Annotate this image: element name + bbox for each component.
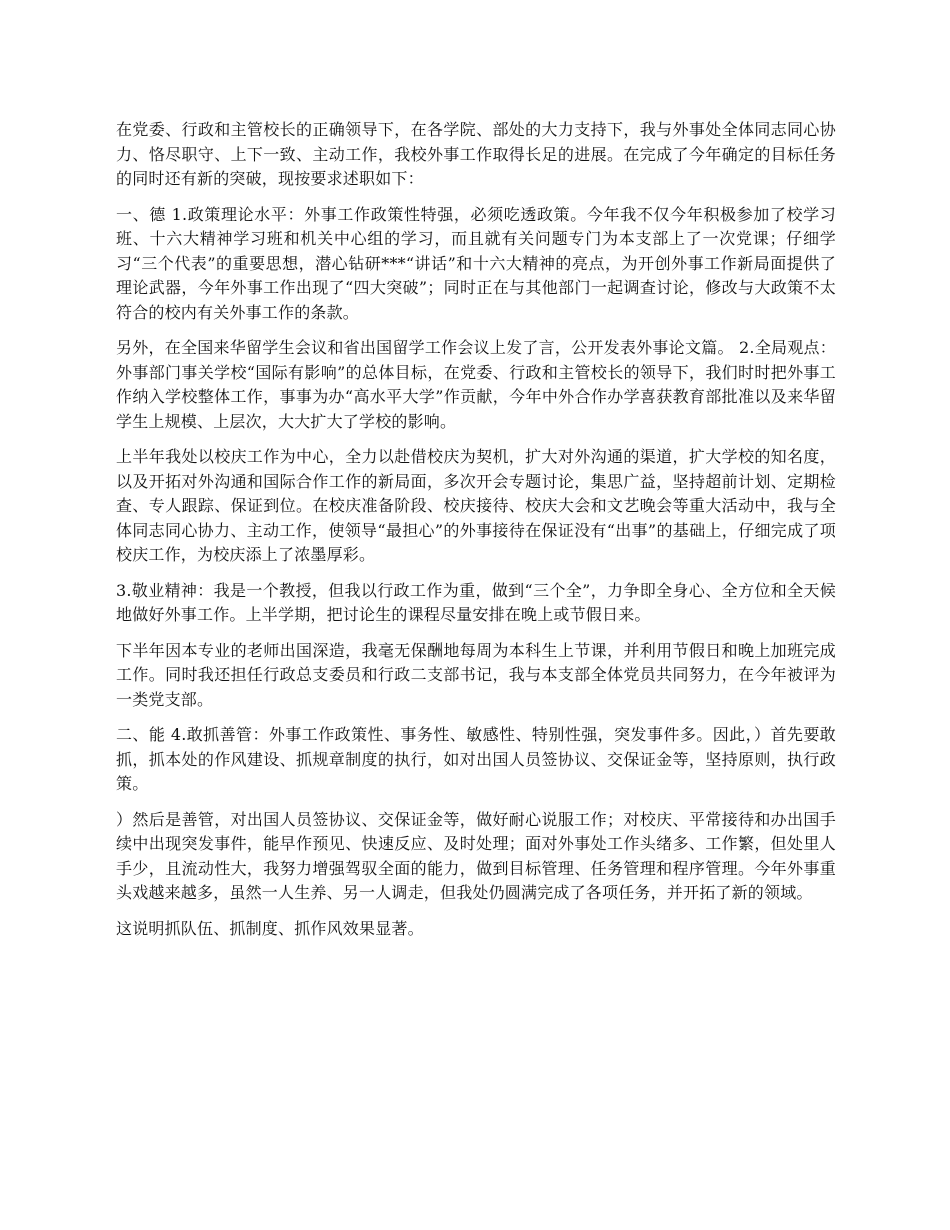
paragraph-3: 另外，在全国来华留学生会议和省出国留学工作会议上发了言，公开发表外事论文篇。 2.全局观点：外事部门事关学校“国际有影响”的总体目标，在党委、行政和主管校长的领导下，我们时时把外事工作纳入学校整体工作，事事为办“高水平大学”作贡献，今年中外合作办学喜获教育部批准以及来华留学生上规模、上层次，大大扩大了学校的影响。: [116, 338, 836, 431]
paragraph-5: 3.敬业精神：我是一个教授，但我以行政工作为重，做到“三个全”，力争即全身心、全方位和全天候地做好外事工作。上半学期，把讨论生的课程尽量安排在晚上或节假日来。: [116, 580, 836, 624]
paragraph-2: 一、德 1.政策理论水平：外事工作政策性特强，必须吃透政策。今年我不仅今年积极参加了校学习班、十六大精神学习班和机关中心组的学习，而且就有关问题专门为本支部上了一次党课；仔细学习“三个代表”的重要思想，潜心钻研***“讲话”和十六大精神的亮点，为开创外事工作新局面提供了理论武器，今年外事工作出现了“四大突破”；同时正在与其他部门一起调查讨论，修改与大政策不太符合的校内有关外事工作的条款。: [116, 204, 836, 322]
paragraph-8: ）然后是善管，对出国人员签协议、交保证金等，做好耐心说服工作；对校庆、平常接待和办出国手续中出现突发事件，能早作预见、快速反应、及时处理；面对外事处工作头绪多、工作繁，但处里人手少，且流动性大，我努力增强驾驭全面的能力，做到目标管理、任务管理和程序管理。今年外事重头戏越来越多，虽然一人生养、另一人调走，但我处仍圆满完成了各项任务，并开拓了新的领域。: [116, 809, 836, 902]
paragraph-6: 下半年因本专业的老师出国深造，我毫无保酬地每周为本科生上节课，并利用节假日和晚上加班完成工作。同时我还担任行政总支委员和行政二支部书记，我与本支部全体党员共同努力，在今年被评为一类党支部。: [116, 640, 836, 709]
document-body: [116, 118, 836, 952]
paragraph-7: 二、能 4.敢抓善管：外事工作政策性、事务性、敏感性、特别性强，突发事件多。因此，）首先要敢抓，抓本处的作风建设、抓规章制度的执行，如对出国人员签协议、交保证金等，坚持原则，执行政策。: [116, 725, 836, 793]
paragraph-1: 在党委、行政和主管校长的正确领导下，在各学院、部处的大力支持下，我与外事处全体同志同心协力、恪尽职守、上下一致、主动工作，我校外事工作取得长足的进展。在完成了今年确定的目标任务的同时还有新的突破，现按要求述职如下：: [116, 120, 836, 188]
paragraph-4: 上半年我处以校庆工作为中心，全力以赴借校庆为契机，扩大对外沟通的渠道，扩大学校的知名度，以及开拓对外沟通和国际合作工作的新局面，多次开会专题讨论，集思广益，坚持超前计划、定期检查、专人跟踪、保证到位。在校庆准备阶段、校庆接待、校庆大会和文艺晚会等重大活动中，我与全体同志同心协力、主动工作，使领导“最担心”的外事接待在保证没有“出事”的基础上，仔细完成了项校庆工作，为校庆添上了浓墨厚彩。: [116, 447, 836, 564]
paragraph-9: 这说明抓队伍、抓制度、抓作风效果显著。: [116, 918, 424, 938]
